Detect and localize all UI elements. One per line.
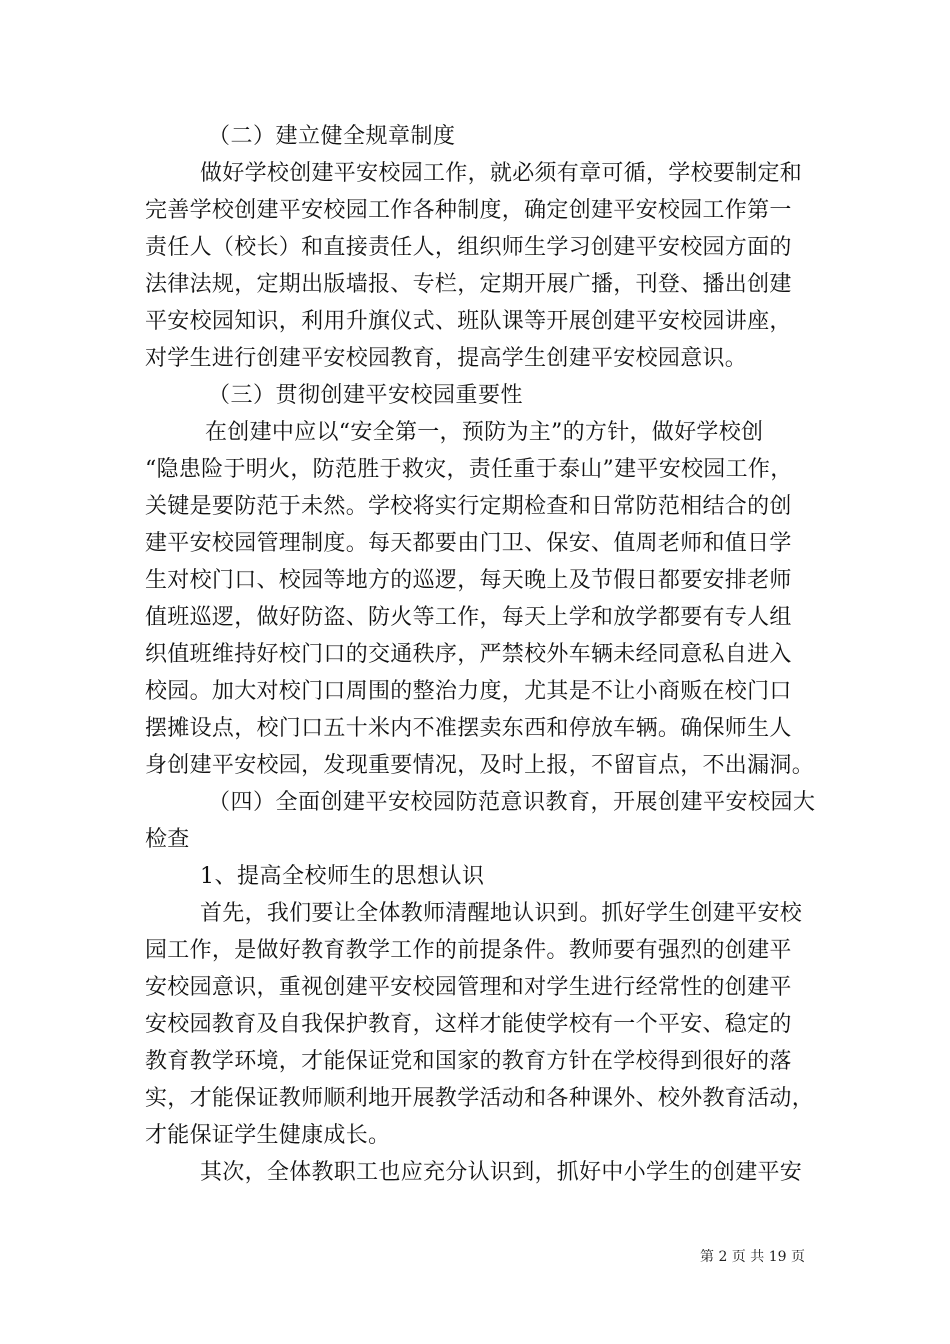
section-heading-4: （四）全面创建平安校园防范意识教育，开展创建平安校园大 [208,790,816,815]
paragraph-line: 完善学校创建平安校园工作各种制度，确定创建平安校园工作第一 [145,198,792,223]
paragraph-line: 校园。加大对校门口周围的整治力度，尤其是不让小商贩在校门口 [145,679,792,704]
paragraph-line: 生对校门口、校园等地方的巡逻，每天晚上及节假日都要安排老师 [145,568,792,593]
paragraph-line: 身创建平安校园，发现重要情况，及时上报，不留盲点，不出漏洞。 [145,753,815,778]
paragraph-line: 首先，我们要让全体教师清醒地认识到。抓好学生创建平安校 [200,901,803,926]
paragraph-line: 其次，全体教职工也应充分认识到，抓好中小学生的创建平安 [200,1160,803,1185]
paragraph-line: 对学生进行创建平安校园教育，提高学生创建平安校园意识。 [145,346,748,371]
section-heading-3: （三）贯彻创建平安校园重要性 [208,383,524,408]
paragraph-line: 安校园意识，重视创建平安校园管理和对学生进行经常性的创建平 [145,975,792,1000]
paragraph-line: 责任人（校长）和直接责任人，组织师生学习创建平安校园方面的 [145,235,792,260]
section-heading-4-continued: 检查 [145,827,190,852]
paragraph-line: 平安校园知识，利用升旗仪式、班队课等开展创建平安校园讲座， [145,309,792,334]
paragraph-line: 摆摊设点，校门口五十米内不准摆卖东西和停放车辆。确保师生人 [145,716,792,741]
paragraph-line: “隐患险于明火，防范胜于救灾，责任重于泰山”建平安校园工作， [145,457,793,482]
subsection-heading-1: 1、提高全校师生的思想认识 [200,864,485,889]
paragraph-line: 法律法规，定期出版墙报、专栏，定期开展广播，刊登、播出创建 [145,272,792,297]
paragraph-line: 安校园教育及自我保护教育，这样才能使学校有一个平安、稳定的 [145,1012,792,1037]
paragraph-line: 关键是要防范于未然。学校将实行定期检查和日常防范相结合的创 [145,494,792,519]
page-number-footer: 第 2 页 共 19 页 [700,1249,805,1265]
paragraph-line: 做好学校创建平安校园工作，就必须有章可循，学校要制定和 [200,161,803,186]
section-heading-2: （二）建立健全规章制度 [208,124,456,149]
paragraph-line: 才能保证学生健康成长。 [145,1123,391,1148]
paragraph-line: 在创建中应以“安全第一，预防为主”的方针，做好学校创 [205,420,764,445]
paragraph-line: 织值班维持好校门口的交通秩序，严禁校外车辆未经同意私自进入 [145,642,792,667]
paragraph-line: 值班巡逻，做好防盗、防火等工作，每天上学和放学都要有专人组 [145,605,792,630]
paragraph-line: 实，才能保证教师顺利地开展教学活动和各种课外、校外教育活动， [145,1086,815,1111]
paragraph-line: 园工作，是做好教育教学工作的前提条件。教师要有强烈的创建平 [145,938,792,963]
paragraph-line: 教育教学环境，才能保证党和国家的教育方针在学校得到很好的落 [145,1049,792,1074]
paragraph-line: 建平安校园管理制度。每天都要由门卫、保安、值周老师和值日学 [145,531,792,556]
